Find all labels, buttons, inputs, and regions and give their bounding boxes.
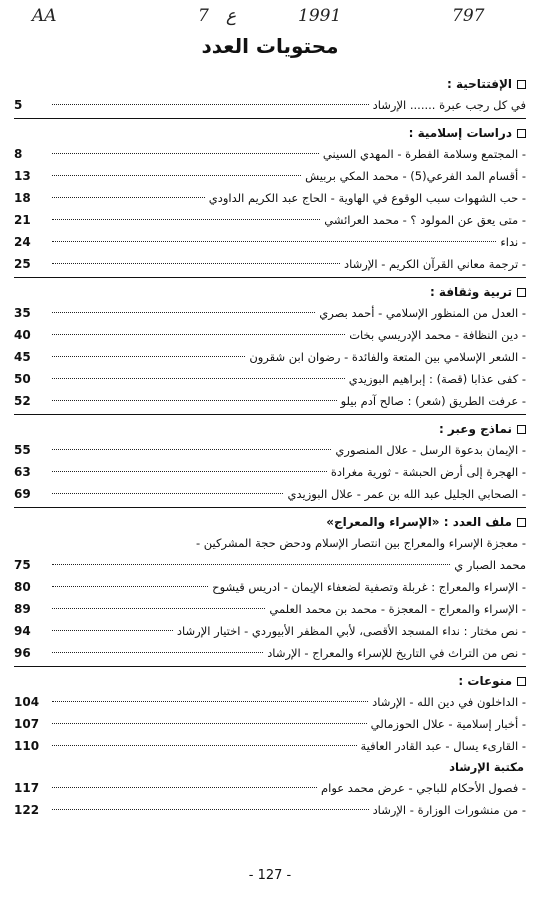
toc-entry-page: 117 [14, 781, 40, 795]
toc-entry-page: 75 [14, 558, 31, 572]
checkbox-square-icon [517, 80, 526, 89]
toc-entry-page: 55 [14, 443, 31, 457]
leader-dots [52, 630, 173, 631]
toc-entry-page: 24 [14, 235, 31, 249]
toc-entry-page: 110 [14, 739, 40, 753]
toc-entry-page: 8 [14, 147, 23, 161]
toc-entry [14, 253, 526, 275]
toc-entry [14, 165, 526, 187]
toc-entry-page: 63 [14, 465, 31, 479]
toc-section [14, 74, 526, 119]
toc-entry-page: 50 [14, 372, 31, 386]
toc-entry-title: - ترجمة معاني القرآن الكريم - الإرشاد [343, 257, 526, 271]
toc-entry-title: - متى يعق عن المولود ؟ - محمد العرائشي [324, 213, 526, 227]
leader-dots [52, 104, 369, 105]
toc-entry [14, 187, 526, 209]
leader-dots [52, 175, 301, 176]
toc-entry-page: 122 [14, 803, 40, 817]
toc-entry-title: - نداء [500, 235, 526, 249]
leader-dots [52, 263, 340, 264]
toc-entry-page: 40 [14, 328, 31, 342]
toc-entry-page: 107 [14, 717, 40, 731]
table-of-contents [14, 74, 526, 821]
toc-entry [14, 390, 526, 412]
toc-entry-page: 25 [14, 257, 31, 271]
toc-entry-page: 5 [14, 98, 23, 112]
section-heading [14, 512, 526, 532]
toc-entry-page: 13 [14, 169, 31, 183]
toc-entry-title: - نص من التراث في التاريخ للإسراء والمعراج - الإرشاد [267, 646, 526, 660]
toc-entry-page: 104 [14, 695, 40, 709]
checkbox-square-icon [517, 518, 526, 527]
page-number: - 127 - [248, 868, 292, 883]
leader-dots [52, 701, 368, 702]
page-title: محتويات العدد [201, 34, 339, 58]
leader-dots [52, 312, 315, 313]
toc-entry [14, 302, 526, 324]
section-heading-text: الإفتتاحية : [446, 77, 512, 91]
toc-entry-title: - معجزة الإسراء والمعراج بين انتصار الإسلام ودحض حجة المشركين - [195, 536, 526, 550]
leader-dots [52, 197, 205, 198]
toc-entry-title: - أقسام المد الفرعي(5) - محمد المكي بربيش [305, 169, 526, 183]
toc-entry-title: - الإسراء والمعراج - المعجزة - محمد بن محمد العلمي [269, 602, 526, 616]
handwritten-number: 797 [452, 6, 485, 26]
toc-entry [14, 439, 526, 461]
toc-entry [14, 799, 526, 821]
leader-dots [52, 241, 496, 242]
leader-dots [52, 608, 265, 609]
toc-entry [14, 461, 526, 483]
section-heading-text: ملف العدد : «الإسراء والمعراج» [326, 515, 512, 529]
toc-entry-title: - الصحابي الجليل عبد الله بن عمر - علال البوزيدي [287, 487, 526, 501]
toc-entry-title: - الداخلون في دين الله - الإرشاد [372, 695, 526, 709]
section-heading [14, 671, 526, 691]
section-divider [14, 414, 526, 415]
toc-entry [14, 598, 526, 620]
toc-entry [14, 346, 526, 368]
toc-entry [14, 483, 526, 505]
toc-entry-page: 96 [14, 646, 31, 660]
leader-dots [52, 400, 337, 401]
leader-dots [52, 787, 317, 788]
leader-dots [52, 471, 327, 472]
leader-dots [52, 449, 331, 450]
section-heading-text: نماذج وعبر : [438, 422, 512, 436]
toc-entry-title: - فصول الأحكام للباجي - عرض محمد عوام [321, 781, 526, 795]
leader-dots [52, 723, 367, 724]
toc-section [14, 419, 526, 508]
toc-entry [14, 713, 526, 735]
toc-entry-title: - نص مختار : نداء المسجد الأقصى، لأبي المظفر الأبيوردي - اختيار الإرشاد [176, 624, 526, 638]
section-heading-text: منوعات : [458, 674, 512, 688]
toc-entry-title: - عرفت الطريق (شعر) : صالح آدم بيلو [340, 394, 526, 408]
toc-entry [14, 94, 526, 116]
toc-entry-page: 52 [14, 394, 31, 408]
toc-entry-title: - الهجرة إلى أرض الحبشة - ثورية مغرادة [330, 465, 526, 479]
toc-entry [14, 209, 526, 231]
leader-dots [52, 745, 357, 746]
toc-entry-page: 69 [14, 487, 31, 501]
checkbox-square-icon [517, 129, 526, 138]
toc-entry [14, 576, 526, 598]
toc-entry [14, 777, 526, 799]
toc-entry-page: 94 [14, 624, 31, 638]
toc-entry-title: محمد الصبار ي [454, 558, 526, 572]
handwritten-mark-a: AA [32, 6, 57, 26]
toc-section [14, 512, 526, 667]
leader-dots [52, 564, 450, 565]
handwritten-year: 1991 [298, 6, 342, 26]
toc-entry-title: - الشعر الإسلامي بين المتعة والفائدة - رضوان ابن شقرون [249, 350, 526, 364]
toc-section [14, 282, 526, 415]
leader-dots [52, 586, 208, 587]
checkbox-square-icon [517, 677, 526, 686]
leader-dots [52, 493, 283, 494]
toc-entry-title: - القارىء يسال - عبد القادر العافية [360, 739, 526, 753]
handwritten-mark-b: 7 [198, 6, 209, 26]
leader-dots [52, 652, 263, 653]
toc-entry-title: - كفى عذابا (قصة) : إبراهيم البوزيدي [348, 372, 526, 386]
toc-entry-title: - الإسراء والمعراج : غربلة وتصفية لضعفاء الإيمان - ادريس قيشوح [212, 580, 526, 594]
leader-dots [52, 153, 319, 154]
toc-entry [14, 532, 526, 554]
checkbox-square-icon [517, 425, 526, 434]
section-divider [14, 666, 526, 667]
handwritten-mark-c: ع [226, 6, 237, 26]
toc-entry [14, 642, 526, 664]
leader-dots [52, 334, 345, 335]
toc-entry [14, 368, 526, 390]
toc-entry-title: - حب الشهوات سبب الوقوع في الهاوية - الحاج عبد الكريم الداودي [208, 191, 526, 205]
toc-entry [14, 143, 526, 165]
toc-entry-page: 80 [14, 580, 31, 594]
toc-entry [14, 691, 526, 713]
toc-entry [14, 735, 526, 757]
checkbox-square-icon [517, 288, 526, 297]
section-divider [14, 277, 526, 278]
toc-entry-title: في كل رجب عبرة ....... الإرشاد [372, 98, 526, 112]
section-divider [14, 507, 526, 508]
toc-entry [14, 554, 526, 576]
section-heading [14, 123, 526, 143]
toc-entry-page: 18 [14, 191, 31, 205]
section-heading [14, 74, 526, 94]
toc-entry-page: 89 [14, 602, 31, 616]
section-heading-text: تربية وثقافة : [429, 285, 512, 299]
toc-section [14, 671, 526, 821]
section-heading [14, 282, 526, 302]
section-divider [14, 118, 526, 119]
toc-entry-page: 45 [14, 350, 31, 364]
leader-dots [52, 809, 369, 810]
toc-entry-title: - أخبار إسلامية - علال الحوزمالي [370, 717, 526, 731]
section-heading-text: دراسات إسلامية : [408, 126, 512, 140]
leader-dots [52, 219, 320, 220]
toc-section [14, 123, 526, 278]
toc-entry-page: 35 [14, 306, 31, 320]
toc-entry-title: - دين النظافة - محمد الإدريسي بخات [349, 328, 526, 342]
leader-dots [52, 378, 345, 379]
leader-dots [52, 356, 245, 357]
toc-entry-title: - الإيمان بدعوة الرسل - علال المنصوري [335, 443, 526, 457]
section-heading [14, 419, 526, 439]
toc-entry [14, 324, 526, 346]
toc-entry-page: 21 [14, 213, 31, 227]
toc-entry [14, 620, 526, 642]
subsection-heading: مكتبة الإرشاد [449, 760, 524, 774]
toc-entry [14, 231, 526, 253]
toc-entry-title: - العدل من المنظور الإسلامي - أحمد بصري [319, 306, 526, 320]
toc-entry-title: - المجتمع وسلامة الفطرة - المهدي السيني [322, 147, 526, 161]
toc-entry-title: - من منشورات الوزارة - الإرشاد [372, 803, 526, 817]
